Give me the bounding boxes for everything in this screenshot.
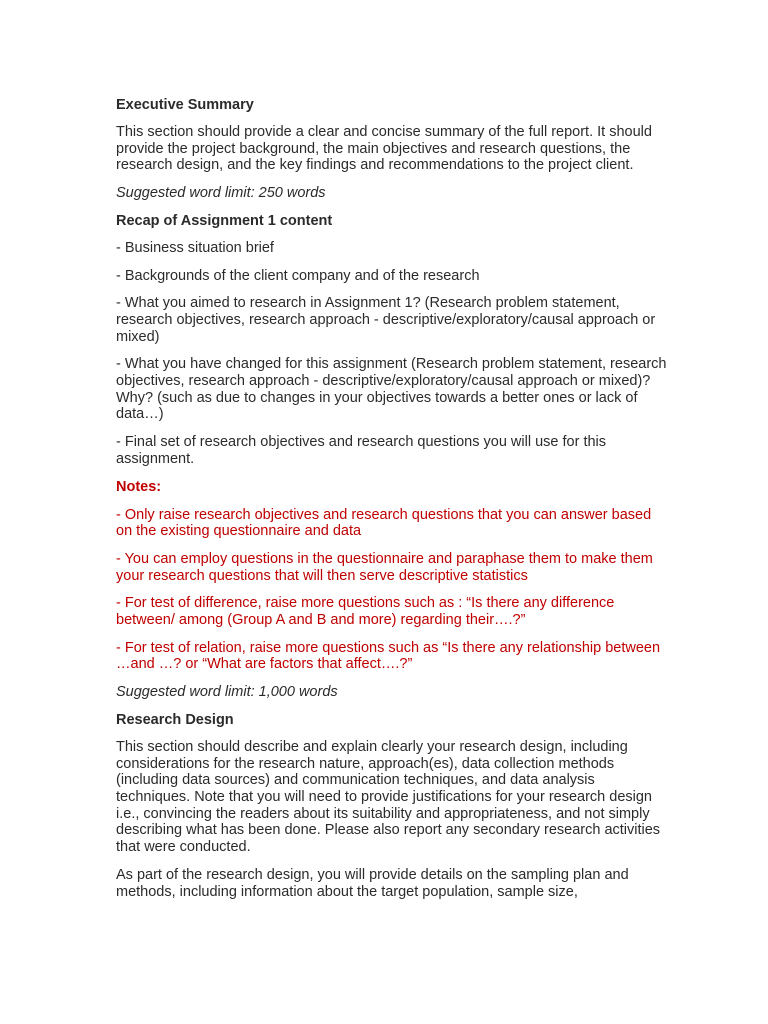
recap-item: - Final set of research objectives and research questions you will use for this assignment. — [116, 434, 607, 467]
notes-word-limit: Suggested word limit: 1,000 words — [116, 684, 338, 701]
exec-summary-body: This section should provide a clear and concise summary of the full report. It should provide the project background, the main objectives and research questions, the research design, and the key findings and recommendations to the project client. — [116, 124, 652, 174]
exec-summary-heading: Executive Summary — [116, 97, 254, 113]
note-item: - You can employ questions in the questionnaire and paraphase them to make them your research questions that will then serve descriptive statistics — [116, 550, 653, 584]
recap-item: - What you aimed to research in Assignment 1? (Research problem statement, research objectives, research approach - descriptive/exploratory/causal approach or mixed) — [116, 295, 656, 345]
research-design-sampling: As part of the research design, you will provide details on the sampling plan and methods, including information about the target population, sample size, — [116, 866, 629, 900]
exec-summary-word-limit: Suggested word limit: 250 words — [116, 185, 326, 202]
note-item: - For test of difference, raise more questions such as : “Is there any difference between/ among (Group A and B and more) regarding their….?” — [116, 595, 615, 629]
recap-item: - Business situation brief — [116, 239, 274, 256]
recap-heading: Recap of Assignment 1 content — [116, 212, 333, 229]
research-design-heading: Research Design — [116, 711, 234, 728]
notes-label: Notes: — [116, 478, 162, 495]
note-item: - Only raise research objectives and research questions that you can answer based on the existing questionnaire and data — [116, 506, 652, 540]
note-item: - For test of relation, raise more questions such as “Is there any relationship between …and …? or “What are factors that affect….?” — [116, 639, 661, 673]
recap-item: - Backgrounds of the client company and of the research — [116, 267, 480, 284]
recap-item: - What you have changed for this assignment (Research problem statement, research objectives, research approach - descriptive/exploratory/causal approach or mixed)? Why? (such as due to changes in your objectives towards a better ones or lack of data…) — [116, 356, 667, 423]
research-design-body: This section should describe and explain clearly your research design, including considerations for the research nature, approach(es), data collection methods (including data sources) and communication techniques, and data analysis techniques. Note that you will need to provide justifications for your research design i.e., convincing the readers about its suitability and appropriateness, and not simply describing what has been done. Please also report any secondary research activities that were conducted. — [116, 738, 661, 856]
